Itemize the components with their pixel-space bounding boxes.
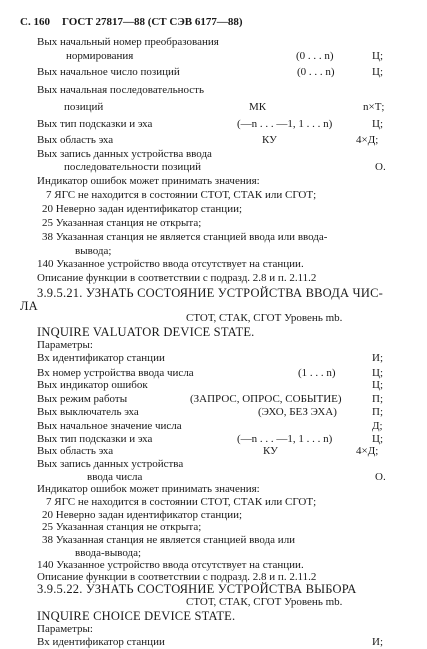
param-row bbox=[0, 101, 427, 114]
param-type: Ц; bbox=[372, 66, 383, 78]
text-line bbox=[0, 496, 427, 509]
param-text: Вх идентификатор станции bbox=[37, 352, 165, 365]
param-type: 4×Д; bbox=[356, 134, 379, 146]
params-label: Параметры: bbox=[37, 339, 93, 352]
param-row bbox=[0, 352, 427, 365]
line-text: Вых начальный номер преобразования bbox=[37, 36, 219, 48]
param-text: Вых область эха bbox=[37, 445, 114, 458]
text-line bbox=[0, 175, 427, 188]
param-row bbox=[0, 393, 427, 406]
param-type: Ц; bbox=[372, 366, 383, 379]
param-text: позиций bbox=[64, 101, 104, 113]
param-row bbox=[0, 50, 427, 63]
text-line bbox=[0, 272, 427, 285]
param-type: И; bbox=[372, 352, 383, 365]
line-text: 25 Указанная станция не открыта; bbox=[42, 521, 202, 534]
tail-line bbox=[0, 623, 427, 636]
text-line bbox=[0, 148, 427, 161]
param-row bbox=[0, 66, 427, 79]
param-range: КУ bbox=[263, 445, 278, 458]
param-text: Вых выключатель эха bbox=[37, 406, 139, 419]
page-number: С. 160 bbox=[20, 16, 50, 28]
section-title-text: 3.9.5.22. УЗНАТЬ СОСТОЯНИЕ УСТРОЙСТВА ВЫБОРА bbox=[37, 581, 357, 596]
line-text: 7 ЯГС не находится в состоянии СТОТ, СТАК или СГОТ; bbox=[46, 496, 317, 509]
param-text: последовательности позиций bbox=[64, 161, 201, 173]
english-name bbox=[0, 326, 427, 339]
param-row bbox=[0, 118, 427, 131]
param-range: (ЭХО, БЕЗ ЭХА) bbox=[258, 406, 337, 419]
param-range: (—n . . . —1, 1 . . . n) bbox=[237, 432, 333, 445]
line-text: Вых начальная последовательность bbox=[37, 84, 204, 96]
param-range: МК bbox=[249, 101, 267, 113]
line-text: 38 Указанная станция не является станцией ввода или bbox=[42, 534, 296, 547]
text-line bbox=[0, 189, 427, 202]
line-text: Вых запись данных устройства bbox=[37, 458, 184, 471]
param-range: (1 . . . n) bbox=[298, 366, 336, 379]
text-line bbox=[0, 258, 427, 271]
param-text: Вх номер устройства ввода числа bbox=[37, 366, 194, 379]
param-row bbox=[0, 471, 427, 484]
param-text: нормирования bbox=[66, 50, 134, 62]
text-line bbox=[0, 483, 427, 496]
param-type: 4×Д; bbox=[356, 445, 379, 458]
param-text: Вых тип подсказки и эха bbox=[37, 432, 153, 445]
param-text: Вых тип подсказки и эха bbox=[37, 118, 153, 130]
states-text: СТОТ, СТАК, СГОТ Уровень mb. bbox=[186, 595, 343, 608]
line-text: Описание функции в соответствии с подразд. 2.8 и п. 2.11.2 bbox=[37, 272, 317, 284]
param-row bbox=[0, 379, 427, 392]
text-line bbox=[0, 245, 427, 258]
text-line bbox=[0, 231, 427, 244]
line-text: 7 ЯГС не находится в состоянии СТОТ, СТАК или СГОТ; bbox=[46, 189, 317, 201]
param-type: О. bbox=[375, 470, 386, 483]
english-name-text: INQUIRE CHOICE DEVICE STATE. bbox=[37, 608, 236, 623]
params-label: Параметры: bbox=[37, 622, 93, 635]
section-title-cont bbox=[0, 300, 427, 313]
param-type: Д; bbox=[372, 420, 383, 433]
line-text: вывода; bbox=[75, 245, 112, 257]
param-type: П; bbox=[372, 392, 383, 405]
param-text: ввода числа bbox=[87, 470, 143, 483]
param-type: Ц; bbox=[372, 118, 383, 130]
param-row bbox=[0, 445, 427, 458]
param-range: КУ bbox=[262, 134, 277, 146]
param-type: Ц; bbox=[372, 379, 383, 392]
text-line bbox=[0, 203, 427, 216]
text-line bbox=[0, 547, 427, 560]
text-line bbox=[0, 509, 427, 522]
line-text: ввода-вывода; bbox=[75, 546, 142, 559]
param-row bbox=[0, 367, 427, 380]
tail-line bbox=[0, 596, 427, 609]
param-row bbox=[0, 406, 427, 419]
param-type: Ц; bbox=[372, 432, 383, 445]
line-text: 140 Указанное устройство ввода отсутствует на станции. bbox=[37, 559, 304, 572]
param-text: Вых начальное число позиций bbox=[37, 66, 180, 78]
tail-line bbox=[0, 636, 427, 649]
param-type: О. bbox=[375, 161, 386, 173]
tail-line bbox=[0, 610, 427, 623]
text-line bbox=[0, 521, 427, 534]
param-text: Вых индикатор ошибок bbox=[37, 379, 148, 392]
param-text: Вых режим работы bbox=[37, 392, 128, 405]
section-title-text: 3.9.5.21. УЗНАТЬ СОСТОЯНИЕ УСТРОЙСТВА ВВОДА ЧИС- bbox=[37, 286, 383, 300]
standard-code: ГОСТ 27817—88 (СТ СЭВ 6177—88) bbox=[62, 16, 243, 28]
param-range: (0 . . . n) bbox=[296, 50, 334, 62]
english-name-text: INQUIRE VALUATOR DEVICE STATE. bbox=[37, 324, 255, 339]
line-text: 140 Указанное устройство ввода отсутствует на станции. bbox=[37, 258, 304, 270]
param-row bbox=[0, 420, 427, 433]
line-text: Индикатор ошибок может принимать значения: bbox=[37, 175, 260, 187]
param-row bbox=[0, 161, 427, 174]
states-line bbox=[0, 312, 427, 325]
param-type: n×Т; bbox=[363, 101, 385, 113]
text-line bbox=[0, 84, 427, 97]
text-line bbox=[0, 534, 427, 547]
line-text: Индикатор ошибок может принимать значения: bbox=[37, 483, 260, 496]
text-line bbox=[0, 217, 427, 230]
line-text: 25 Указанная станция не открыта; bbox=[42, 217, 202, 229]
line-text: Описание функции в соответствии с подразд. 2.8 и п. 2.11.2 bbox=[37, 571, 317, 584]
section-title-text: ЛА bbox=[20, 298, 38, 313]
page-header bbox=[0, 16, 427, 29]
param-text: Вых начальное значение числа bbox=[37, 420, 182, 433]
line-text: 20 Неверно задан идентификатор станции; bbox=[42, 508, 243, 521]
text-line bbox=[0, 339, 427, 352]
param-range: (0 . . . n) bbox=[297, 66, 335, 78]
line-text: 20 Неверно задан идентификатор станции; bbox=[42, 203, 243, 215]
param-type: П; bbox=[372, 406, 383, 419]
param-text: Вх идентификатор станции bbox=[37, 635, 165, 648]
text-line bbox=[0, 36, 427, 49]
param-row bbox=[0, 134, 427, 147]
section-title bbox=[0, 583, 427, 596]
line-text: Вых запись данных устройства ввода bbox=[37, 148, 212, 160]
text-line bbox=[0, 458, 427, 471]
param-text: Вых область эха bbox=[37, 134, 114, 146]
section-title bbox=[0, 287, 427, 300]
param-range: (—n . . . —1, 1 . . . n) bbox=[237, 118, 333, 130]
param-type: Ц; bbox=[372, 50, 383, 62]
param-row bbox=[0, 433, 427, 446]
line-text: 38 Указанная станция не является станцией ввода или ввода- bbox=[42, 231, 328, 243]
param-range: (ЗАПРОС, ОПРОС, СОБЫТИЕ) bbox=[190, 392, 342, 405]
states-text: СТОТ, СТАК, СГОТ Уровень mb. bbox=[186, 312, 343, 325]
param-type: И; bbox=[372, 635, 383, 648]
